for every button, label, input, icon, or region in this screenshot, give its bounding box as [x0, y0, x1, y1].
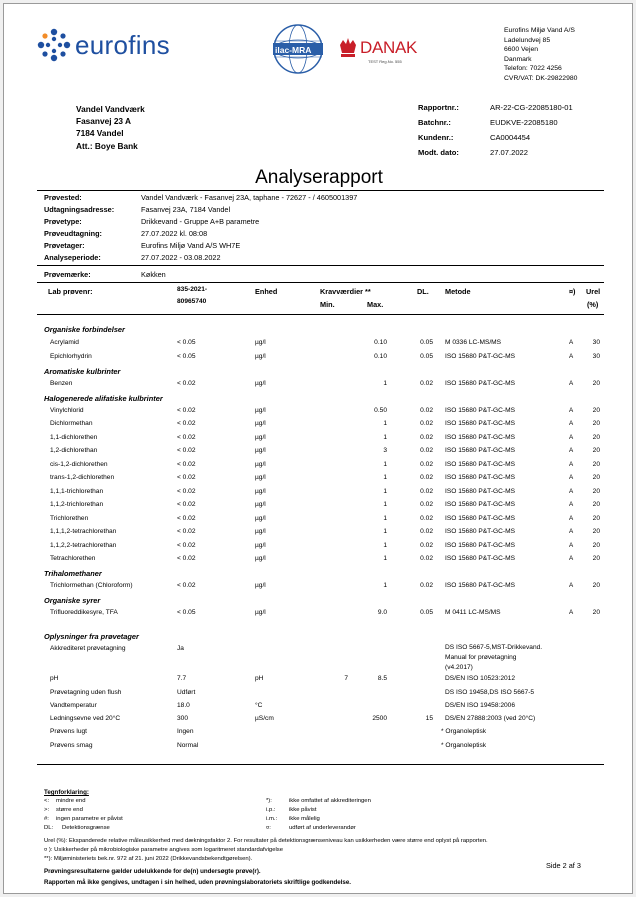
sampling-max: 2500: [372, 715, 387, 722]
section-title: Oplysninger fra prøvetager: [44, 632, 139, 641]
param-value: < 0.05: [177, 609, 196, 616]
sampling-value: 18.0: [177, 702, 190, 709]
param-max: 1: [383, 555, 387, 562]
legend-text: ikke målelig: [289, 816, 320, 822]
eurofins-logo: [37, 28, 187, 62]
param-value: < 0.02: [177, 447, 196, 454]
param-max: 1: [383, 528, 387, 535]
legend-text: ikke omfattet af akkrediteringen: [289, 798, 371, 804]
sampling-name: Prøvens lugt: [50, 728, 88, 735]
sampling-unit: µS/cm: [255, 715, 274, 722]
sampling-method: Manual for prøvetagning: [445, 654, 517, 661]
sampling-min: 7: [344, 675, 348, 682]
param-max: 1: [383, 542, 387, 549]
param-unit: µg/l: [255, 542, 266, 549]
param-dl: 0.02: [420, 528, 433, 535]
customer-address: [76, 103, 145, 152]
company-line: Eurofins Miljø Vand A/S: [504, 27, 575, 34]
param-urel: 20: [592, 582, 600, 589]
sampling-name: pH: [50, 675, 59, 682]
param-max: 0.10: [374, 339, 387, 346]
divider: [37, 190, 604, 191]
sampling-method: * Organoleptisk: [441, 728, 487, 735]
param-dl: 0.05: [420, 339, 433, 346]
param-name: 1,2-dichlorethan: [50, 447, 98, 454]
legend-text: ingen parametre er påvist: [56, 816, 123, 822]
param-max: 1: [383, 461, 387, 468]
param-dl: 0.05: [420, 609, 433, 616]
col-method: Metode: [445, 287, 471, 296]
param-value: < 0.02: [177, 542, 196, 549]
param-note: A: [569, 474, 574, 481]
param-name: Acrylamid: [50, 339, 79, 346]
received-date: 27.07.2022: [490, 148, 529, 157]
param-unit: µg/l: [255, 609, 266, 616]
sampling-name: Vandtemperatur: [50, 702, 97, 709]
customer-line: Fasanvej 23 A: [76, 116, 132, 127]
sampling-method: (v4.2017): [445, 664, 473, 671]
param-note: A: [569, 447, 574, 454]
col-urel: Urel: [586, 287, 601, 296]
param-max: 0.50: [374, 407, 387, 414]
col-sample-no-2: 80965740: [177, 298, 207, 305]
sampling-value: Normal: [177, 742, 199, 749]
param-dl: 0.02: [420, 474, 433, 481]
param-max: 1: [383, 501, 387, 508]
param-method: ISO 15680 P&T-GC-MS: [445, 447, 515, 454]
company-address: [504, 26, 577, 84]
col-sample-no-1: 835-2021-: [177, 286, 208, 293]
section-title: Organiske syrer: [44, 596, 101, 605]
sampling-dl: 15: [425, 715, 433, 722]
param-note: A: [569, 555, 574, 562]
param-dl: 0.02: [420, 501, 433, 508]
param-unit: µg/l: [255, 474, 266, 481]
param-note: A: [569, 542, 574, 549]
section-title: Halogenerede alifatiske kulbrinter: [44, 394, 163, 403]
param-dl: 0.02: [420, 488, 433, 495]
info-value: 27.07.2022 kl. 08:08: [141, 229, 208, 238]
info-label: Prøvetager:: [44, 241, 85, 250]
param-urel: 20: [592, 474, 600, 481]
param-value: < 0.05: [177, 353, 196, 360]
sampling-unit: pH: [255, 675, 264, 682]
info-label: Prøveudtagning:: [44, 229, 102, 238]
legend-bold-note: Prøvningsresultaterne gælder udelukkende for de(n) undersøgte prøve(r).: [44, 868, 261, 875]
param-dl: 0.02: [420, 555, 433, 562]
param-unit: µg/l: [255, 501, 266, 508]
param-name: Epichlorhydrin: [50, 353, 92, 360]
company-line: CVR/VAT: DK-29822980: [504, 74, 578, 82]
param-method: ISO 15680 P&T-GC-MS: [445, 528, 515, 535]
legend-title: Tegnforklaring:: [44, 789, 89, 796]
param-name: 1,1,1,2-tetrachlorethan: [50, 528, 117, 535]
crown-icon: [338, 37, 358, 59]
sampling-value: 300: [177, 715, 189, 722]
divider: [37, 764, 604, 765]
param-max: 1: [383, 488, 387, 495]
legend-bold-note: Rapporten må ikke gengives, undtagen i sin helhed, uden prøvningslaboratoriets skriftlige godkendelse.: [44, 879, 352, 886]
param-note: A: [569, 488, 574, 495]
param-method: ISO 15680 P&T-GC-MS: [445, 353, 515, 360]
ref-label: Modt. dato:: [418, 148, 459, 157]
param-method: ISO 15680 P&T-GC-MS: [445, 488, 515, 495]
param-dl: 0.02: [420, 420, 433, 427]
section-title: Trihalomethaner: [44, 569, 102, 578]
param-value: < 0.02: [177, 474, 196, 481]
param-urel: 30: [592, 339, 600, 346]
param-value: < 0.05: [177, 339, 196, 346]
param-name: 1,1,2-trichlorethan: [50, 501, 104, 508]
sampling-method: DS/EN ISO 10523:2012: [445, 675, 516, 682]
param-dl: 0.02: [420, 461, 433, 468]
legend-note: Urel (%): Ekspanderede relative måleusikkerhed med dækningsfaktor 2. For resultater på detektionsgrænseniveau kan usikkerheden være større end oplyst på rapporten.: [44, 838, 488, 844]
sampling-value: 7.7: [177, 675, 187, 682]
sample-mark-label: Prøvemærke:: [44, 270, 91, 279]
param-method: ISO 15680 P&T-GC-MS: [445, 407, 515, 414]
param-max: 1: [383, 434, 387, 441]
param-urel: 30: [592, 353, 600, 360]
customer-number: CA0004454: [490, 133, 531, 142]
section-title: Aromatiske kulbrinter: [44, 367, 121, 376]
divider: [37, 282, 604, 283]
param-note: A: [569, 461, 574, 468]
param-urel: 20: [592, 434, 600, 441]
col-min: Min.: [320, 300, 335, 309]
customer-line: Att.: Boye Bank: [76, 140, 138, 151]
sampling-name: Prøvetagning uden flush: [50, 689, 122, 696]
info-value: 27.07.2022 - 03.08.2022: [141, 253, 221, 262]
danak-reg: TEST Reg.No. 555: [368, 59, 402, 64]
param-unit: µg/l: [255, 434, 266, 441]
col-max: Max.: [367, 300, 384, 309]
sampling-method: DS ISO 5667-5,MST-Drikkevand.: [445, 644, 543, 651]
danak-text: DANAK: [360, 38, 418, 57]
param-method: ISO 15680 P&T-GC-MS: [445, 582, 515, 589]
legend-note: ¤ ): Usikkerheder på mikrobiologiske parametre angives som logaritmeret standardafvigelse: [44, 847, 284, 853]
param-urel: 20: [592, 380, 600, 387]
param-dl: 0.02: [420, 407, 433, 414]
param-max: 0.10: [374, 353, 387, 360]
sampling-value: Ja: [177, 645, 184, 652]
param-unit: µg/l: [255, 420, 266, 427]
info-label: Analyseperiode:: [44, 253, 101, 262]
param-name: Dichlormethan: [50, 420, 93, 427]
param-dl: 0.05: [420, 353, 433, 360]
legend-symbol: #:: [44, 816, 49, 822]
sampling-method: DS/EN 27888:2003 (ved 20°C): [445, 715, 536, 722]
info-value: Fasanvej 23A, 7184 Vandel: [141, 205, 231, 214]
param-value: < 0.02: [177, 434, 196, 441]
param-max: 1: [383, 380, 387, 387]
param-dl: 0.02: [420, 380, 433, 387]
param-unit: µg/l: [255, 488, 266, 495]
param-note: A: [569, 420, 574, 427]
col-lab: Lab prøvenr:: [48, 287, 93, 296]
param-urel: 20: [592, 542, 600, 549]
ref-label: Batchnr.:: [418, 118, 451, 127]
param-method: ISO 15680 P&T-GC-MS: [445, 434, 515, 441]
param-unit: µg/l: [255, 339, 266, 346]
param-note: A: [569, 582, 574, 589]
param-name: Trifluoreddikesyre, TFA: [50, 609, 118, 616]
sampling-name: Ledningsevne ved 20°C: [50, 715, 121, 722]
danak-logo: [338, 37, 428, 67]
param-note: A: [569, 434, 574, 441]
param-method: ISO 15680 P&T-GC-MS: [445, 461, 515, 468]
param-name: Trichlormethan (Chloroform): [50, 582, 133, 589]
param-urel: 20: [592, 515, 600, 522]
param-max: 9.0: [377, 609, 387, 616]
sampling-value: Udført: [177, 689, 196, 696]
param-name: Tetrachlorethen: [50, 555, 96, 562]
param-value: < 0.02: [177, 488, 196, 495]
param-method: ISO 15680 P&T-GC-MS: [445, 555, 515, 562]
divider: [37, 314, 604, 315]
param-value: < 0.02: [177, 420, 196, 427]
sampling-method: DS ISO 19458,DS ISO 5667-5: [445, 689, 535, 696]
param-name: 1,1,1-trichlorethan: [50, 488, 104, 495]
param-unit: µg/l: [255, 380, 266, 387]
param-unit: µg/l: [255, 582, 266, 589]
param-dl: 0.02: [420, 582, 433, 589]
legend-note: **): Miljøministeriets bek.nr. 972 af 21. juni 2022 (Drikkevandsbekendtgørelsen).: [44, 856, 253, 862]
param-note: A: [569, 353, 574, 360]
param-urel: 20: [592, 501, 600, 508]
param-value: < 0.02: [177, 461, 196, 468]
param-method: M 0336 LC-MS/MS: [445, 339, 502, 346]
param-method: ISO 15680 P&T-GC-MS: [445, 515, 515, 522]
param-value: < 0.02: [177, 555, 196, 562]
col-dl: DL.: [417, 287, 429, 296]
param-method: ISO 15680 P&T-GC-MS: [445, 420, 515, 427]
sampling-name: Prøvens smag: [50, 742, 93, 749]
param-value: < 0.02: [177, 501, 196, 508]
param-name: Trichlorethen: [50, 515, 89, 522]
legend-text: ikke påvist: [289, 807, 317, 813]
param-method: ISO 15680 P&T-GC-MS: [445, 474, 515, 481]
param-method: M 0411 LC-MS/MS: [445, 609, 501, 616]
divider: [37, 265, 604, 266]
param-urel: 20: [592, 447, 600, 454]
param-urel: 20: [592, 420, 600, 427]
ref-label: Rapportnr.:: [418, 103, 459, 112]
legend-symbol: i.p.:: [266, 807, 276, 813]
param-max: 1: [383, 515, 387, 522]
param-max: 1: [383, 420, 387, 427]
param-value: < 0.02: [177, 515, 196, 522]
param-name: cis-1,2-dichlorethen: [50, 461, 108, 468]
legend-symbol: i.m.:: [266, 816, 278, 822]
legend-text: Detektionsgrænse: [62, 825, 110, 831]
param-dl: 0.02: [420, 515, 433, 522]
company-line: Ladelundvej 85: [504, 36, 551, 44]
param-method: ISO 15680 P&T-GC-MS: [445, 501, 515, 508]
customer-line: Vandel Vandværk: [76, 104, 145, 114]
param-dl: 0.02: [420, 434, 433, 441]
param-unit: µg/l: [255, 515, 266, 522]
company-line: Telefon: 7022 4256: [504, 65, 562, 73]
legend-text: udført af underleverandør: [289, 825, 356, 831]
batch-number: EUDKVE-22085180: [490, 118, 558, 127]
param-urel: 20: [592, 609, 600, 616]
param-name: Vinylchlorid: [50, 407, 84, 414]
eurofins-dots-icon: [37, 28, 71, 62]
param-note: A: [569, 407, 574, 414]
legend-symbol: >:: [44, 807, 50, 813]
sampling-method: * Organoleptisk: [441, 742, 487, 749]
ref-label: Kundenr.:: [418, 133, 454, 142]
info-value: Eurofins Miljø Vand A/S WH7E: [141, 241, 241, 250]
param-urel: 20: [592, 488, 600, 495]
param-max: 3: [383, 447, 387, 454]
col-note: ¤): [569, 287, 576, 296]
info-label: Prøvested:: [44, 193, 82, 202]
param-unit: µg/l: [255, 407, 266, 414]
logo-text: eurofins: [75, 30, 170, 60]
info-label: Udtagningsadresse:: [44, 205, 115, 214]
col-unit: Enhed: [255, 287, 278, 296]
param-unit: µg/l: [255, 447, 266, 454]
page-number: Side 2 af 3: [546, 861, 581, 870]
param-note: A: [569, 609, 574, 616]
param-name: 1,1-dichlorethen: [50, 434, 98, 441]
param-unit: µg/l: [255, 353, 266, 360]
param-value: < 0.02: [177, 582, 196, 589]
company-line: Danmark: [504, 55, 532, 63]
param-urel: 20: [592, 461, 600, 468]
report-page: [3, 3, 633, 894]
param-dl: 0.02: [420, 542, 433, 549]
param-urel: 20: [592, 555, 600, 562]
param-method: ISO 15680 P&T-GC-MS: [445, 380, 515, 387]
param-unit: µg/l: [255, 555, 266, 562]
report-title: Analyserapport: [255, 167, 383, 188]
sampling-value: Ingen: [177, 728, 194, 735]
legend-symbol: *):: [266, 798, 272, 804]
legend-symbol: DL:: [44, 825, 54, 831]
param-note: A: [569, 515, 574, 522]
param-urel: 20: [592, 528, 600, 535]
param-max: 1: [383, 474, 387, 481]
ilac-mra-logo: [270, 21, 326, 77]
param-value: < 0.02: [177, 528, 196, 535]
param-note: A: [569, 380, 574, 387]
legend-text: større end: [56, 807, 83, 813]
param-unit: µg/l: [255, 461, 266, 468]
legend-symbol: <:: [44, 798, 50, 804]
ilac-text: ilac-MRA: [275, 45, 312, 55]
sampling-name: Akkrediteret prøvetagning: [50, 645, 126, 652]
company-line: 6600 Vejen: [504, 46, 539, 54]
param-dl: 0.02: [420, 447, 433, 454]
info-value: Drikkevand - Gruppe A+B parametre: [141, 217, 260, 226]
section-title: Organiske forbindelser: [44, 325, 125, 334]
param-name: Benzen: [50, 380, 73, 387]
col-requirements: Kravværdier **: [320, 287, 371, 296]
param-unit: µg/l: [255, 528, 266, 535]
param-value: < 0.02: [177, 380, 196, 387]
sampling-unit: °C: [255, 702, 263, 709]
param-note: A: [569, 528, 574, 535]
legend-symbol: ¤:: [266, 825, 271, 831]
param-method: ISO 15680 P&T-GC-MS: [445, 542, 515, 549]
report-number: AR-22-CG-22085180-01: [490, 103, 573, 112]
sampling-max: 8.5: [377, 675, 387, 682]
sample-mark-value: Køkken: [141, 270, 166, 279]
param-note: A: [569, 339, 574, 346]
param-urel: 20: [592, 407, 600, 414]
legend-text: mindre end: [56, 798, 86, 804]
info-value: Vandel Vandværk - Fasanvej 23A, taphane - 72627 - / 4605001397: [141, 193, 358, 202]
param-note: A: [569, 501, 574, 508]
param-name: trans-1,2-dichlorethen: [50, 474, 115, 481]
param-max: 1: [383, 582, 387, 589]
col-urel-pct: (%): [587, 300, 599, 309]
param-name: 1,1,2,2-tetrachlorethan: [50, 542, 117, 549]
customer-line: 7184 Vandel: [76, 128, 124, 139]
sampling-method: DS/EN ISO 19458:2006: [445, 702, 516, 709]
param-value: < 0.02: [177, 407, 196, 414]
info-label: Prøvetype:: [44, 217, 82, 226]
